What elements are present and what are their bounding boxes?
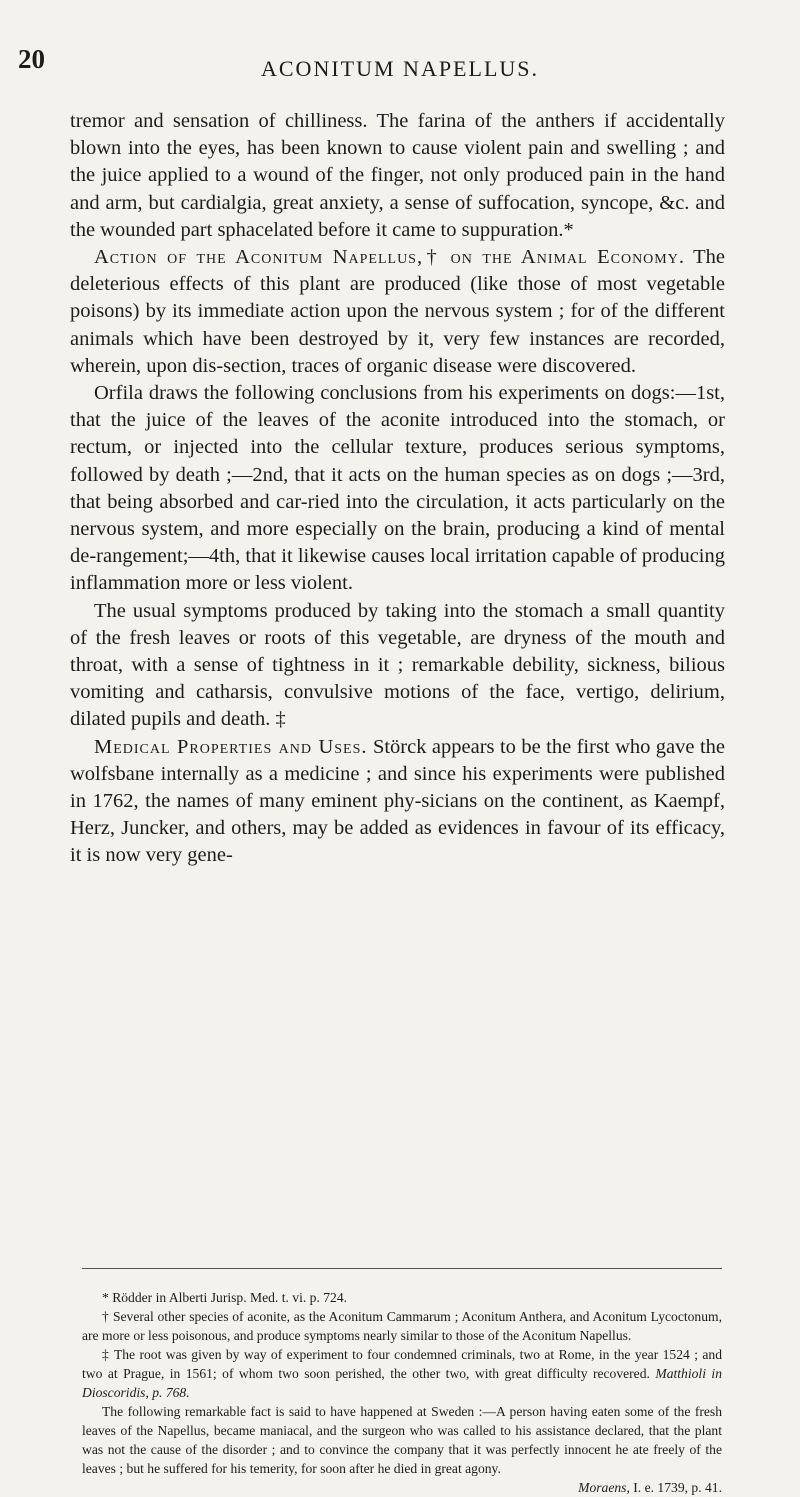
footnote-3-text: ‡ The root was given by way of experiment to four condemned criminals, two at Rome, in the year 1524 ; and two at Prague, in 1561; of whom two soon perished, the other two, with great difficulty recovered. [82, 1347, 722, 1381]
paragraph-symptoms: The usual symptoms produced by taking into the stomach a small quantity of the fresh leaves or roots of this vegetable, are dryness of the mouth and throat, with a sense of tightness in it ; remarkable debility, sickness, bilious vomiting and catharsis, convulsive motions of the face, vertigo, delirium, dilated pupils and death. ‡ [70, 599, 725, 731]
footnote-2: † Several other species of aconite, as the Aconitum Cammarum ; Aconitum Anthera, and Aconitum Lycoctonum, are more or less poisonous, and produce symptoms nearly similar to those of the Aconitum Napellus. [82, 1309, 722, 1343]
footnote-4: The following remarkable fact is said to have happened at Sweden :—A person having eaten some of the fresh leaves of the Napellus, became maniacal, and the surgeon who was called to his assistance declared, that the plant was not the cause of the disorder ; and to convince the company that it was perfectly innocent he ate freely of the leaves ; but he suffered for his temerity, for soon after he died in great agony. [82, 1404, 722, 1476]
paragraph-action-text: The deleterious effects of this plant are produced (like those of most vegetable poisons) by its immediate action upon the nervous system ; for of the different animals which have been destroyed by it, very few instances are recorded, wherein, upon dis-section, traces of organic disease were discovered. [70, 246, 725, 377]
footnote-1: * Rödder in Alberti Jurisp. Med. t. vi. p. 724. [102, 1290, 348, 1305]
paragraph-medical-text: Störck appears to be the first who gave the wolfsbane internally as a medicine ; and since his experiments were published in 1762, the names of many eminent phy-sicians on the continent, as Kaempf, Herz, Juncker, and others, may be added as evidences in favour of its efficacy, it is now very gene- [70, 735, 725, 867]
footnote-4-citation-author: Moraens, [578, 1480, 630, 1495]
footnote-3 [82, 1345, 722, 1402]
footnote-3-citation: Matthioli in Dioscoridis, p. 768. [82, 1366, 722, 1400]
section-heading-action: Action of the Aconitum Napellus,† on the Animal Economy. [94, 246, 685, 269]
running-title: ACONITUM NAPELLUS. [261, 56, 539, 81]
paragraph-orfila: Orfila draws the following conclusions from his experiments on dogs:—1st, that the juice of the leaves of the aconite introduced into the stomach, or rectum, or injected into the cellular texture, produces serious symptoms, followed by death ;—2nd, that it acts on the human species as on dogs ;—3rd, that being absorbed and car-ried into the circulation, it acts particularly on the nervous system, and more especially on the brain, producing a kind of mental de-rangement;—4th, that it likewise causes local irritation capable of producing inflammation more or less violent. [70, 382, 725, 595]
section-heading-medical: Medical Properties and Uses. [94, 735, 368, 758]
footnote-4-citation-rest: I. e. 1739, p. 41. [629, 1480, 722, 1495]
paragraph-1: tremor and sensation of chilliness. The farina of the anthers if accidentally blown into the eyes, has been known to cause violent pain and swelling ; and the juice applied to a wound of the finger, not only produced pain in the hand and arm, but cardialgia, great anxiety, a sense of suffocation, syncope, &c. and the wounded part sphacelated before it came to suppuration.* [70, 110, 725, 241]
paragraph-action [70, 244, 725, 380]
paragraph-medical [70, 734, 725, 870]
page-number: 20 [18, 44, 45, 74]
body-text [70, 108, 725, 870]
footnotes [82, 1288, 722, 1497]
footnote-divider [82, 1268, 722, 1269]
footnote-4-citation [82, 1478, 722, 1497]
